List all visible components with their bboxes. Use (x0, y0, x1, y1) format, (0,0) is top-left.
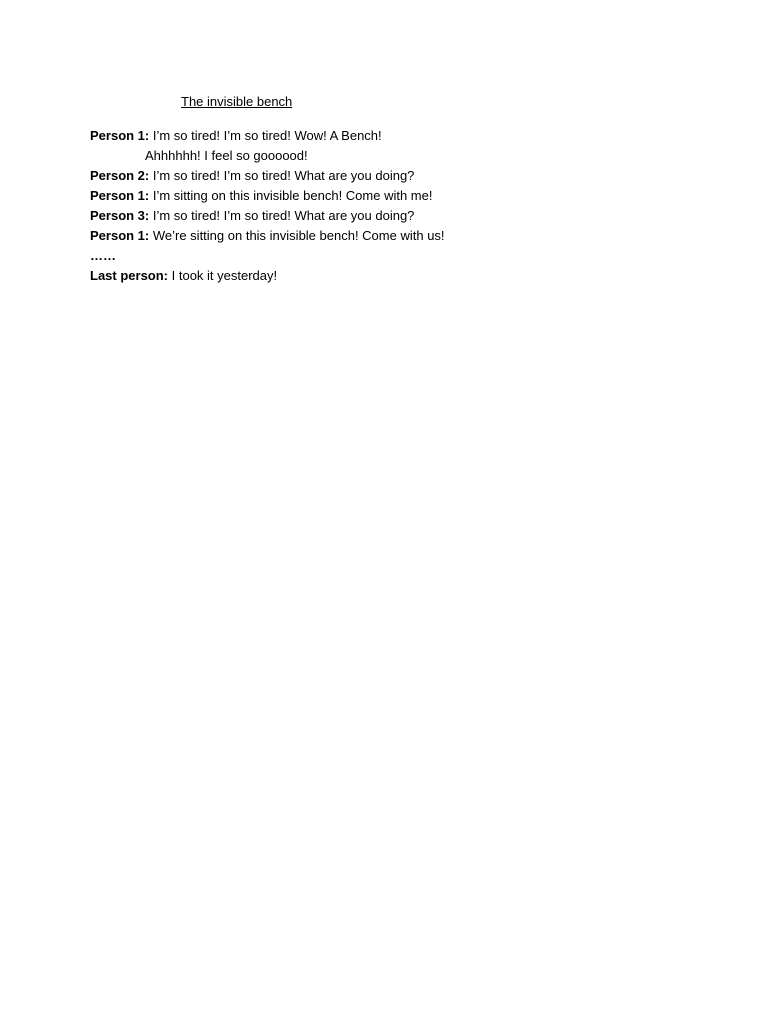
document-title: The invisible bench (181, 94, 293, 109)
line-text: I’m so tired! I’m so tired! What are you doing? (149, 208, 415, 223)
script-line (90, 166, 690, 186)
script-line (90, 246, 690, 266)
speaker-label: Person 1: (90, 228, 150, 243)
script-line (90, 226, 690, 246)
speaker-label: Person 3: (90, 208, 150, 223)
script-line (90, 266, 690, 286)
script-line (90, 126, 690, 146)
speaker-label: Person 1: (90, 188, 150, 203)
line-text: I took it yesterday! (168, 268, 278, 283)
script-line (90, 206, 690, 226)
ellipsis-line: …… (90, 248, 116, 263)
line-text: We’re sitting on this invisible bench! Come with us! (149, 228, 445, 243)
speaker-label: Last person: (90, 268, 169, 283)
line-text: Ahhhhhh! I feel so goooood! (145, 148, 308, 163)
speaker-label: Person 1: (90, 128, 150, 143)
script-line (90, 146, 690, 166)
line-text: I’m sitting on this invisible bench! Come with me! (149, 188, 433, 203)
speaker-label: Person 2: (90, 168, 150, 183)
script-line (90, 186, 690, 206)
line-text: I’m so tired! I’m so tired! Wow! A Bench! (149, 128, 382, 143)
line-text: I’m so tired! I’m so tired! What are you doing? (149, 168, 415, 183)
script-lines (90, 126, 690, 286)
